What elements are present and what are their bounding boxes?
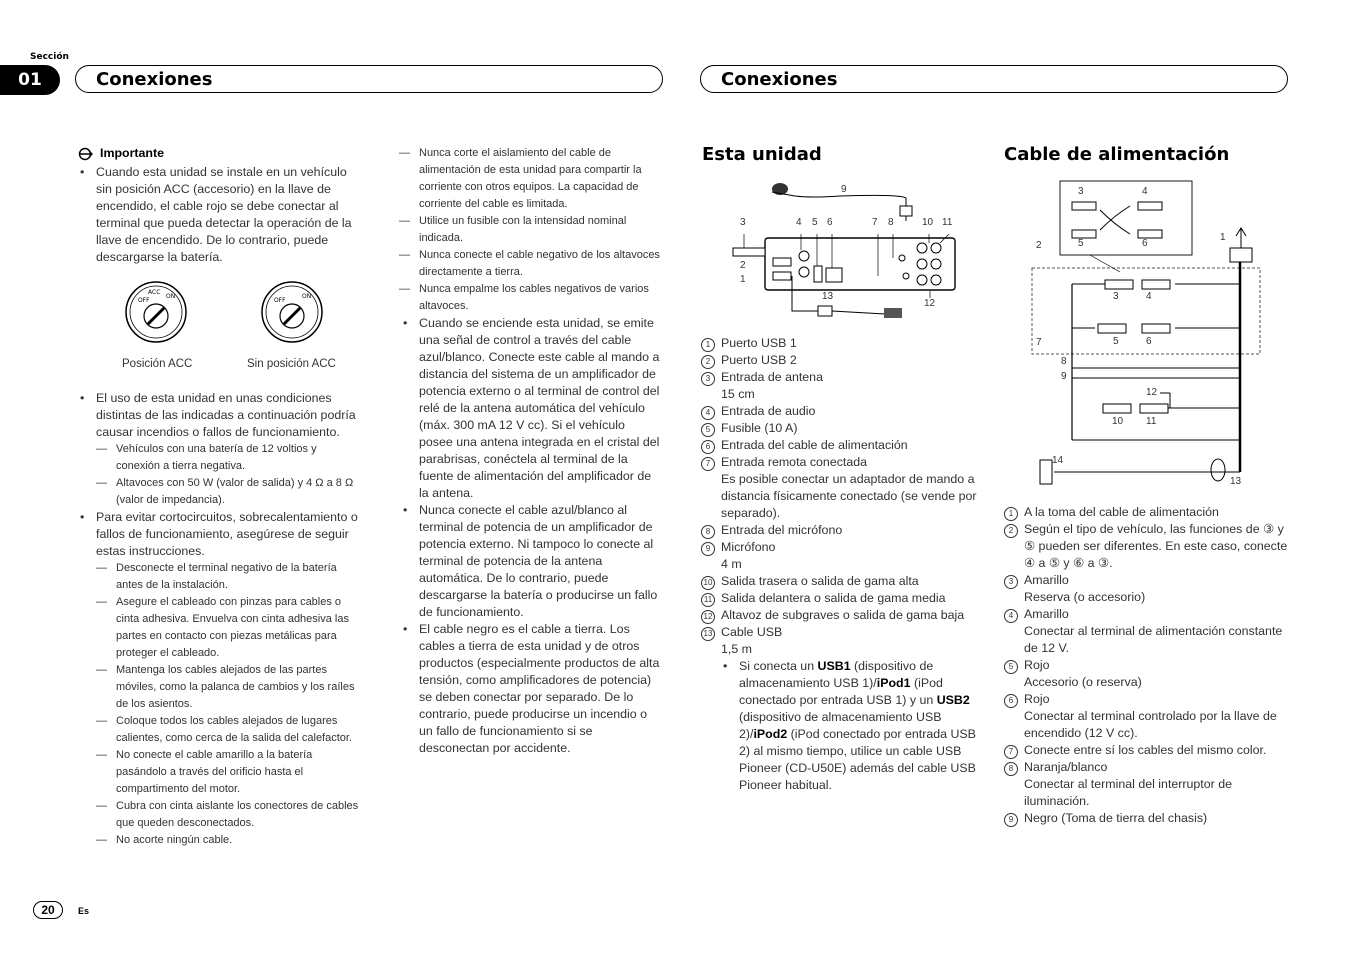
item-number-badge: 3 (701, 372, 715, 386)
item-text: Micrófono (721, 540, 776, 554)
unit-parts-list (701, 335, 983, 794)
pc-label-1: 1 (1220, 232, 1226, 243)
dash-item: — Nunca empalme los cables negativos de varios altavoces. (399, 281, 661, 315)
label-11: 11 (942, 217, 953, 228)
important-icon (76, 147, 96, 161)
dash-item: — Mantenga los cables alejados de las partes móviles, como la palanca de cambios y los raíles de los asientos. (96, 662, 363, 713)
key-no-acc-icon (260, 280, 324, 344)
item-number-badge: 3 (1004, 575, 1018, 589)
item-text: Según el tipo de vehículo, las funciones de ③ y ⑤ pueden ser diferentes. En este caso, conecte ④ a ⑤ y ⑥ a ③. (1024, 522, 1288, 570)
pc-label-2: 2 (1036, 240, 1042, 251)
pc-label-11: 11 (1146, 416, 1157, 427)
label-12: 12 (924, 298, 936, 309)
list-item (701, 369, 983, 403)
label-4: 4 (796, 217, 802, 228)
important-heading (76, 145, 363, 162)
item-text: Negro (Toma de tierra del chasis) (1024, 811, 1208, 825)
unit-diagram-labels (700, 176, 965, 326)
list-item (701, 624, 983, 658)
item-number-badge: 7 (1004, 745, 1018, 759)
item-number-badge: 9 (701, 542, 715, 556)
usb-note-text-4: (dispositivo de almacenamiento USB 2)/ (739, 710, 942, 741)
list-item (1004, 810, 1289, 827)
usb-note-text-2: (dispositivo de almacenamiento USB 1)/ (739, 659, 934, 690)
bullet-acc: • Cuando esta unidad se instale en un vehículo sin posición ACC (accesorio) en la llave de encendido, el cable rojo se debe conectar al terminal que pueda detectar la operación de la llave de encendido. De lo contrario, puede descargarse la batería. (76, 164, 363, 266)
item-number-badge: 12 (701, 610, 715, 624)
column-1 (76, 145, 363, 849)
page-number: 20 (33, 901, 63, 919)
item-number-badge: 4 (701, 406, 715, 420)
item-number-badge: 8 (701, 525, 715, 539)
list-item (1004, 691, 1289, 742)
label-9: 9 (841, 184, 847, 195)
item-text: Puerto USB 1 (721, 336, 797, 350)
item-text: Altavoz de subgraves o salida de gama baja (721, 608, 965, 622)
item-text: Amarillo (1024, 607, 1069, 621)
list-item (1004, 572, 1289, 606)
label-13: 13 (822, 291, 834, 302)
list-item (1004, 657, 1289, 691)
list-item (701, 590, 983, 607)
cable-bullets (399, 315, 661, 757)
list-item (701, 573, 983, 590)
item-number-badge: 8 (1004, 762, 1018, 776)
usb-note-ipod2: iPod2 (753, 727, 788, 741)
dash-item: — No conecte el cable amarillo a la batería pasándolo a través del orificio hasta el compartimento del motor. (96, 747, 363, 798)
item-number-badge: 6 (1004, 694, 1018, 708)
dash-item: — Coloque todos los cables alejados de lugares calientes, como cerca de la salida del calefactor. (96, 713, 363, 747)
section-number-badge: 01 (0, 65, 60, 95)
pc-label-14: 14 (1052, 455, 1064, 466)
item-number-badge: 11 (701, 593, 715, 607)
list-item (701, 420, 983, 437)
dash-item: — Vehículos con una batería de 12 voltios y conexión a tierra negativa. (96, 441, 363, 475)
item-number-badge: 2 (1004, 524, 1018, 538)
list-item (1004, 606, 1289, 657)
item-text: Fusible (10 A) (721, 421, 798, 435)
item-detail: 1,5 m (721, 642, 752, 656)
item-detail: Conectar al terminal controlado por la llave de encendido (12 V cc). (1024, 709, 1277, 740)
item-text: Rojo (1024, 692, 1050, 706)
pc-label-13: 13 (1230, 476, 1242, 487)
item-number-badge: 9 (1004, 813, 1018, 827)
item-text: Salida delantera o salida de gama media (721, 591, 946, 605)
key-acc-icon (124, 280, 188, 344)
pc-label-5b: 5 (1113, 336, 1119, 347)
item-text: Conecte entre sí los cables del mismo color. (1024, 743, 1267, 757)
usb-note-ipod1: iPod1 (876, 676, 911, 690)
label-5: 5 (812, 217, 818, 228)
pc-label-6b: 6 (1146, 336, 1152, 347)
item-detail: 4 m (721, 557, 742, 571)
item-text: Entrada del micrófono (721, 523, 843, 537)
pc-label-4a: 4 (1142, 186, 1148, 197)
list-item (701, 454, 983, 522)
item-number-badge: 10 (701, 576, 715, 590)
right-page-title: Conexiones (700, 65, 1288, 93)
pc-label-5a: 5 (1078, 238, 1084, 249)
item-number-badge: 5 (701, 423, 715, 437)
list-item (1004, 504, 1289, 521)
list-item (701, 522, 983, 539)
label-1: 1 (740, 274, 746, 285)
dash-item: — Altavoces con 50 W (valor de salida) y 4 Ω a 8 Ω (valor de impedancia). (96, 475, 363, 509)
list-item (701, 539, 983, 573)
label-2: 2 (740, 260, 746, 271)
list-item (1004, 759, 1289, 810)
important-title: Importante (100, 146, 165, 160)
usb-note-text-1: Si conecta un (739, 659, 818, 673)
list-item (701, 607, 983, 624)
power-diagram-labels (1030, 180, 1265, 490)
dash-item: — Utilice un fusible con la intensidad nominal indicada. (399, 213, 661, 247)
section-title-unit: Esta unidad (702, 144, 822, 165)
key-noacc-text-on: ON (302, 293, 312, 300)
dash-item: — Nunca conecte el cable negativo de los altavoces directamente a tierra. (399, 247, 661, 281)
bullet-conditions: • El uso de esta unidad en unas condiciones distintas de las indicadas a continuación podría causar incendios o fallos de funcionamiento. (76, 390, 363, 441)
item-text: A la toma del cable de alimentación (1024, 505, 1219, 519)
item-number-badge: 4 (1004, 609, 1018, 623)
key-caption-no-acc: Sin posición ACC (247, 358, 336, 370)
list-item (701, 437, 983, 454)
item-text: Cable USB (721, 625, 783, 639)
list-item (1004, 742, 1289, 759)
item-number-badge: 1 (701, 338, 715, 352)
list-item (1004, 521, 1289, 572)
bullet-item: • El cable negro es el cable a tierra. Los cables a tierra de esta unidad y de otros productos (especialmente productos de alta tensión, como amplificadores de potencia) se deben conectar por separado. De lo contrario, puede producirse un incendio o un fallo de funcionamiento si se desconectan por accidente. (399, 621, 661, 757)
usb-note-usb2: USB2 (936, 693, 970, 707)
item-detail: Conectar al terminal de alimentación constante de 12 V. (1024, 624, 1283, 655)
item-detail: Es posible conectar un adaptador de mando a distancia físicamente conectado (se vende por separado). (721, 472, 977, 520)
pc-label-3a: 3 (1078, 186, 1084, 197)
column-2 (399, 145, 661, 757)
bullet-item: • Nunca conecte el cable azul/blanco al terminal de potencia de un amplificador de potencia externo. Ni tampoco lo conecte al terminal de potencia de la antena automática. De lo contrario, puede descargarse la batería o producirse un fallo de funcionamiento. (399, 502, 661, 621)
item-text: Entrada de audio (721, 404, 816, 418)
item-text: Amarillo (1024, 573, 1069, 587)
dash-item: — Desconecte el terminal negativo de la batería antes de la instalación. (96, 560, 363, 594)
item-detail: 15 cm (721, 387, 755, 401)
dash-item: — Asegure el cableado con pinzas para cables o cinta adhesiva. Envuelva con cinta adhesiva las partes en contacto con piezas metálicas para proteger el cableado. (96, 594, 363, 662)
item-detail: Conectar al terminal del interruptor de iluminación. (1024, 777, 1232, 808)
dash-item: — No acorte ningún cable. (96, 832, 363, 849)
usb-note-text-5: (iPod conectado por entrada USB 2) al mismo tiempo, utilice un cable USB Pioneer (CD-U50E) además del cable USB Pioneer habitual. (739, 727, 976, 792)
section-label: Sección (30, 52, 69, 62)
label-8: 8 (888, 217, 894, 228)
bullet-instructions: • Para evitar cortocircuitos, sobrecalentamiento o fallos de funcionamiento, asegúrese de seguir estas instrucciones. (76, 509, 363, 560)
list-item (701, 335, 983, 352)
item-text: Entrada del cable de alimentación (721, 438, 908, 452)
cable-warning-list (399, 145, 661, 315)
item-text: Rojo (1024, 658, 1050, 672)
item-detail: Accesorio (o reserva) (1024, 675, 1142, 689)
pc-label-12: 12 (1146, 387, 1158, 398)
item-text: Salida trasera o salida de gama alta (721, 574, 919, 588)
list-item (701, 403, 983, 420)
dash-item: — Cubra con cinta aislante los conectores de cables que queden desconectados. (96, 798, 363, 832)
label-10: 10 (922, 217, 934, 228)
label-3: 3 (740, 217, 746, 228)
item-number-badge: 5 (1004, 660, 1018, 674)
item-text: Puerto USB 2 (721, 353, 797, 367)
dash-item: — Nunca corte el aislamiento del cable de alimentación de esta unidad para compartir la corriente con otros equipos. La capacidad de corriente del cable es limitada. (399, 145, 661, 213)
usb-note-text-3: (iPod conectado por entrada USB 1) y un (739, 676, 943, 707)
usb-note: • Si conecta un USB1 (dispositivo de almacenamiento USB 1)/iPod1 (iPod conectado por entrada USB 1) y un USB2 (dispositivo de almacenamiento USB 2)/iPod2 (iPod conectado por entrada USB 2) al mismo tiempo, utilice un cable USB Pioneer (CD-U50E) además del cable USB Pioneer habitual. (723, 659, 976, 792)
pc-label-6a: 6 (1142, 238, 1148, 249)
pc-label-8: 8 (1061, 356, 1067, 367)
item-text: Naranja/blanco (1024, 760, 1108, 774)
left-page-title: Conexiones (75, 65, 663, 93)
bullet-instructions-list (96, 560, 363, 849)
bullet-item: • Cuando se enciende esta unidad, se emite una señal de control a través del cable azul/blanco. Conecte este cable al mando a distancia del sistema de un amplificador de potencia externo o al terminal de control del relé de la antena automática del vehículo (máx. 300 mA 12 V cc). Si el vehículo posee una antena integrada en el cristal del parabrisas, conéctela al terminal de la fuente de alimentación del amplificador de la antena. (399, 315, 661, 502)
item-text: Entrada remota conectada (721, 455, 868, 469)
label-6: 6 (827, 217, 833, 228)
item-number-badge: 2 (701, 355, 715, 369)
usb-note-usb1: USB1 (817, 659, 851, 673)
pc-label-7: 7 (1036, 337, 1042, 348)
key-acc-text-off: OFF (138, 297, 150, 304)
pc-label-4b: 4 (1146, 291, 1152, 302)
item-number-badge: 6 (701, 440, 715, 454)
pc-label-9: 9 (1061, 371, 1067, 382)
section-title-power-cable: Cable de alimentación (1004, 144, 1230, 165)
item-number-badge: 1 (1004, 507, 1018, 521)
pc-label-3b: 3 (1113, 291, 1119, 302)
item-number-badge: 7 (701, 457, 715, 471)
key-caption-acc: Posición ACC (122, 358, 193, 370)
key-noacc-text-off: OFF (274, 297, 286, 304)
pc-label-10: 10 (1112, 416, 1124, 427)
item-number-badge: 13 (701, 627, 715, 641)
bullet-conditions-list (96, 441, 363, 509)
list-item (701, 352, 983, 369)
power-cable-list (1004, 504, 1289, 827)
language-code: Es (78, 906, 90, 916)
ignition-key-figures (76, 274, 363, 374)
key-acc-text-on: ON (166, 293, 176, 300)
label-7: 7 (872, 217, 878, 228)
item-detail: Reserva (o accesorio) (1024, 590, 1146, 604)
key-acc-text-acc: ACC (148, 289, 161, 296)
item-text: Entrada de antena (721, 370, 823, 384)
